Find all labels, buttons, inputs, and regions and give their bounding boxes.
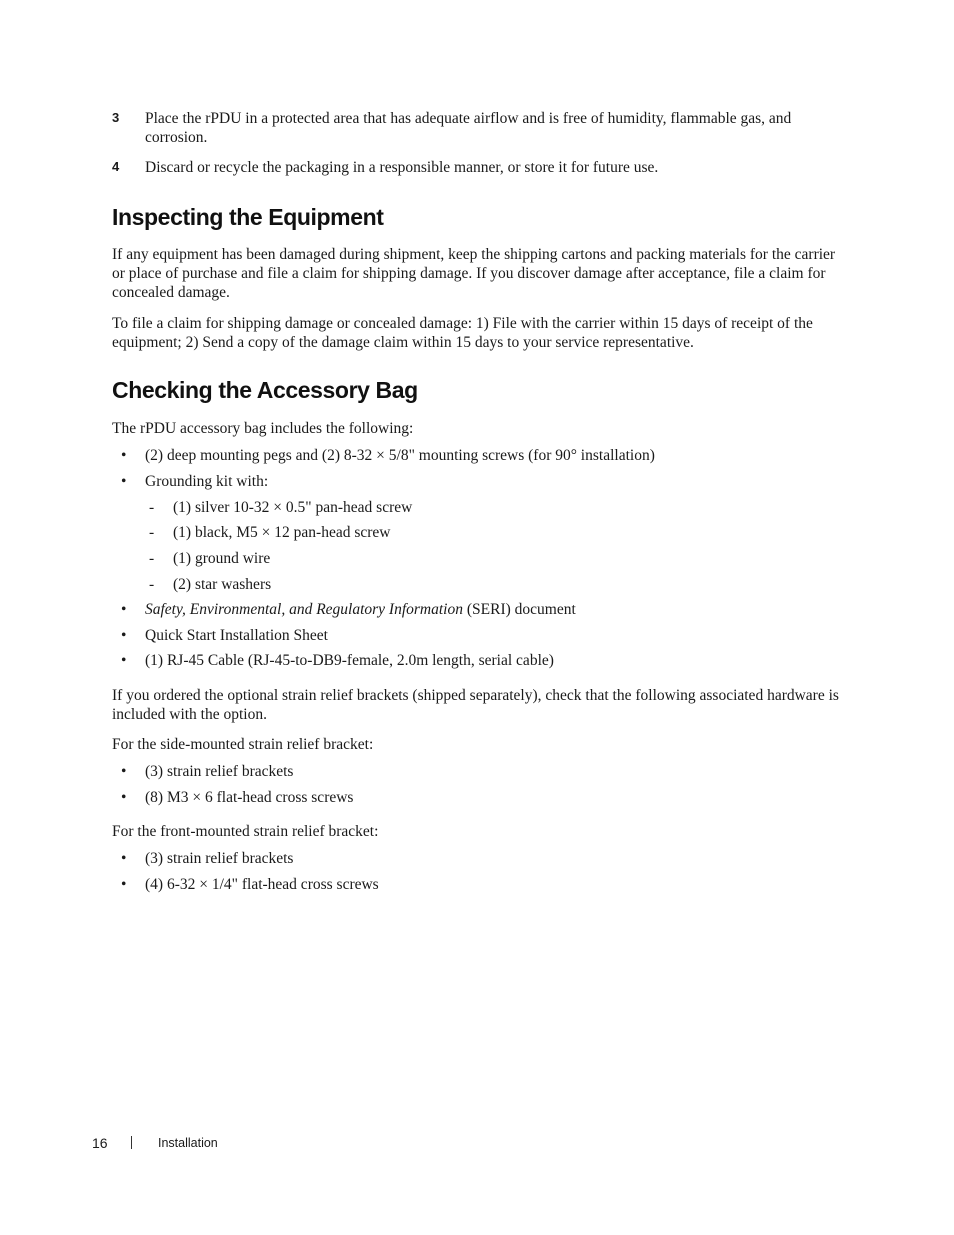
- bullet-marker: •: [121, 850, 127, 867]
- front-item-brackets: (3) strain relief brackets: [145, 850, 294, 867]
- footer-section-title: Installation: [158, 1136, 218, 1150]
- bullet-marker: •: [121, 601, 127, 618]
- bullet-marker: •: [121, 473, 127, 490]
- sub-item-ground-wire: (1) ground wire: [173, 550, 271, 567]
- list-item-pegs: (2) deep mounting pegs and (2) 8-32 × 5/8" mounting screws (for 90° installation): [145, 447, 655, 464]
- page-number: 16: [92, 1135, 108, 1151]
- list-item-grounding-kit: Grounding kit with:: [145, 473, 269, 490]
- bullet-marker: •: [121, 763, 127, 780]
- accessory-intro: The rPDU accessory bag includes the following:: [112, 420, 414, 437]
- front-item-screws: (4) 6-32 × 1/4" flat-head cross screws: [145, 876, 379, 893]
- seri-title: Safety, Environmental, and Regulatory Information: [145, 601, 463, 618]
- list-item-quick-start: Quick Start Installation Sheet: [145, 627, 328, 644]
- step-text-4: Discard or recycle the packaging in a responsible manner, or store it for future use.: [145, 159, 659, 176]
- footer-separator: [131, 1136, 132, 1149]
- heading-accessory-bag: Checking the Accessory Bag: [112, 377, 418, 403]
- bullet-marker: •: [121, 627, 127, 644]
- dash-marker: -: [149, 524, 155, 541]
- sub-item-silver-screw: (1) silver 10-32 × 0.5" pan-head screw: [173, 499, 413, 516]
- dash-marker: -: [149, 576, 155, 593]
- step-number-3: 3: [112, 110, 120, 125]
- list-item-rj45-cable: (1) RJ-45 Cable (RJ-45-to-DB9-female, 2.0m length, serial cable): [145, 652, 554, 669]
- bullet-marker: •: [121, 652, 127, 669]
- front-mounted-intro: For the front-mounted strain relief bracket:: [112, 823, 379, 840]
- bullet-marker: •: [121, 789, 127, 806]
- paragraph-damage-claim: If any equipment has been damaged during shipment, keep the shipping cartons and packing materials for the carrier or place of purchase and file a claim for shipping damage. If you discover damage after acceptance, file a claim for concealed damage.: [112, 246, 836, 301]
- paragraph-file-claim: To file a claim for shipping damage or concealed damage: 1) File with the carrier within 15 days of receipt of the equipment; 2) Send a copy of the damage claim within 15 days to your service representative.: [112, 315, 813, 351]
- step-number-4: 4: [112, 159, 120, 174]
- sub-item-black-screw: (1) black, M5 × 12 pan-head screw: [173, 524, 391, 541]
- side-mounted-intro: For the side-mounted strain relief bracket:: [112, 736, 374, 753]
- side-item-brackets: (3) strain relief brackets: [145, 763, 294, 780]
- sub-item-star-washers: (2) star washers: [173, 576, 272, 593]
- side-item-screws: (8) M3 × 6 flat-head cross screws: [145, 789, 354, 806]
- dash-marker: -: [149, 499, 155, 516]
- bullet-marker: •: [121, 876, 127, 893]
- dash-marker: -: [149, 550, 155, 567]
- seri-suffix: (SERI) document: [463, 601, 576, 618]
- step-text-3: Place the rPDU in a protected area that has adequate airflow and is free of humidity, flammable gas, and corrosion.: [145, 110, 792, 146]
- bullet-marker: •: [121, 447, 127, 464]
- heading-inspecting-equipment: Inspecting the Equipment: [112, 204, 384, 230]
- paragraph-optional-brackets: If you ordered the optional strain relief brackets (shipped separately), check that the following associated hardware is included with the option.: [112, 687, 839, 723]
- list-item-seri-document: [145, 600, 576, 619]
